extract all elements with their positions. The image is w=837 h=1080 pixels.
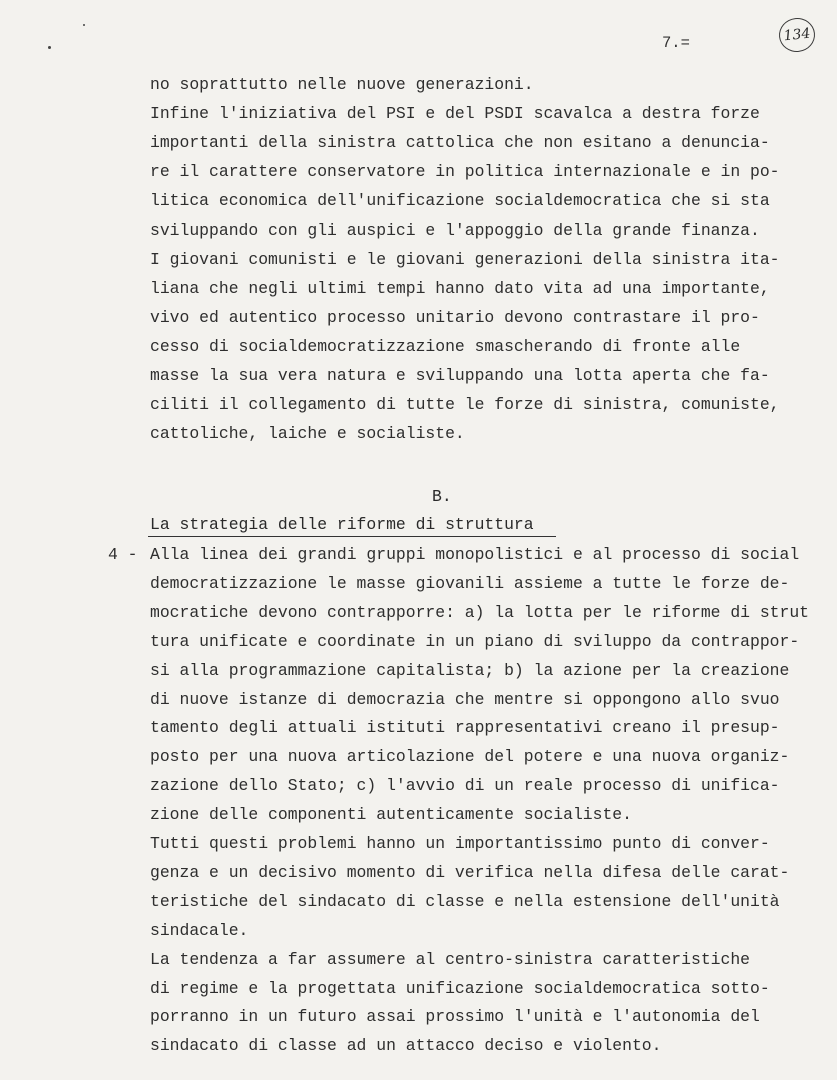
text-line: zione delle componenti autenticamente socialiste.: [150, 805, 632, 825]
text-line: posto per una nuova articolazione del potere e una nuova organiz-: [150, 747, 790, 767]
text-line: Tutti questi problemi hanno un importantissimo punto di conver-: [150, 834, 770, 853]
text-line: litica economica dell'unificazione socialdemocratica che si sta: [150, 191, 770, 211]
text-line: sindacale.: [150, 920, 249, 940]
text-line: di nuove istanze di democrazia che mentre si oppongono allo svuo: [150, 689, 780, 709]
text-line: mocratiche devono contrapporre: a) la lotta per le riforme di strut: [150, 602, 810, 622]
text-line: vivo ed autentico processo unitario devono contrastare il pro-: [150, 307, 760, 327]
text-line: re il carattere conservatore in politica internazionale e in po-: [150, 162, 780, 182]
text-line: teristiche del sindacato di classe e nella estensione dell'unità: [150, 891, 780, 911]
folio-stamp: 134: [777, 16, 816, 54]
text-line: cattoliche, laiche e socialiste.: [150, 424, 465, 444]
text-line: liana che negli ultimi tempi hanno dato vita ad una importante,: [150, 278, 770, 298]
text-line: Alla linea dei grandi gruppi monopolistici e al processo di social: [150, 545, 800, 564]
text-line: ciliti il collegamento di tutte le forze di sinistra, comuniste,: [150, 395, 780, 415]
ink-speck: [83, 24, 85, 26]
text-line: importanti della sinistra cattolica che non esitano a denuncia-: [150, 133, 770, 153]
text-line: cesso di socialdemocratizzazione smascherando di fronte alle: [150, 336, 741, 356]
page-number: 7.=: [662, 34, 690, 52]
text-line: sviluppando con gli auspici e l'appoggio della grande finanza.: [150, 220, 760, 240]
text-line: porranno in un futuro assai prossimo l'unità e l'autonomia del: [150, 1007, 760, 1027]
text-line: genza e un decisivo momento di verifica nella difesa delle carat-: [150, 862, 790, 882]
text-line: I giovani comunisti e le giovani generazioni della sinistra ita-: [150, 249, 780, 269]
text-line: no soprattutto nelle nuove generazioni.: [150, 75, 534, 94]
text-line: di regime e la progettata unificazione socialdemocratica sotto-: [150, 978, 770, 998]
text-line: Infine l'iniziativa del PSI e del PSDI scavalca a destra forze: [150, 104, 760, 124]
text-line: zazione dello Stato; c) l'avvio di un reale processo di unifica-: [150, 776, 780, 796]
text-line: La tendenza a far assumere al centro-sinistra caratteristiche: [150, 949, 750, 969]
text-line: masse la sua vera natura e sviluppando una lotta aperta che fa-: [150, 366, 770, 385]
point-number: 4 -: [108, 545, 138, 564]
text-line: tura unificate e coordinate in un piano di sviluppo da contrappor-: [150, 631, 800, 651]
text-line: sindacato di classe ad un attacco deciso e violento.: [150, 1036, 662, 1056]
text-line: democratizzazione le masse giovanili assieme a tutte le forze de-: [150, 573, 790, 593]
ink-speck: [48, 46, 51, 49]
text-line: si alla programmazione capitalista; b) la azione per la creazione: [150, 660, 790, 680]
section-title-underline: [148, 536, 556, 537]
section-title: La strategia delle riforme di struttura: [150, 515, 534, 534]
section-letter: B.: [432, 487, 452, 506]
text-line: tamento degli attuali istituti rappresentativi creano il presup-: [150, 718, 780, 738]
